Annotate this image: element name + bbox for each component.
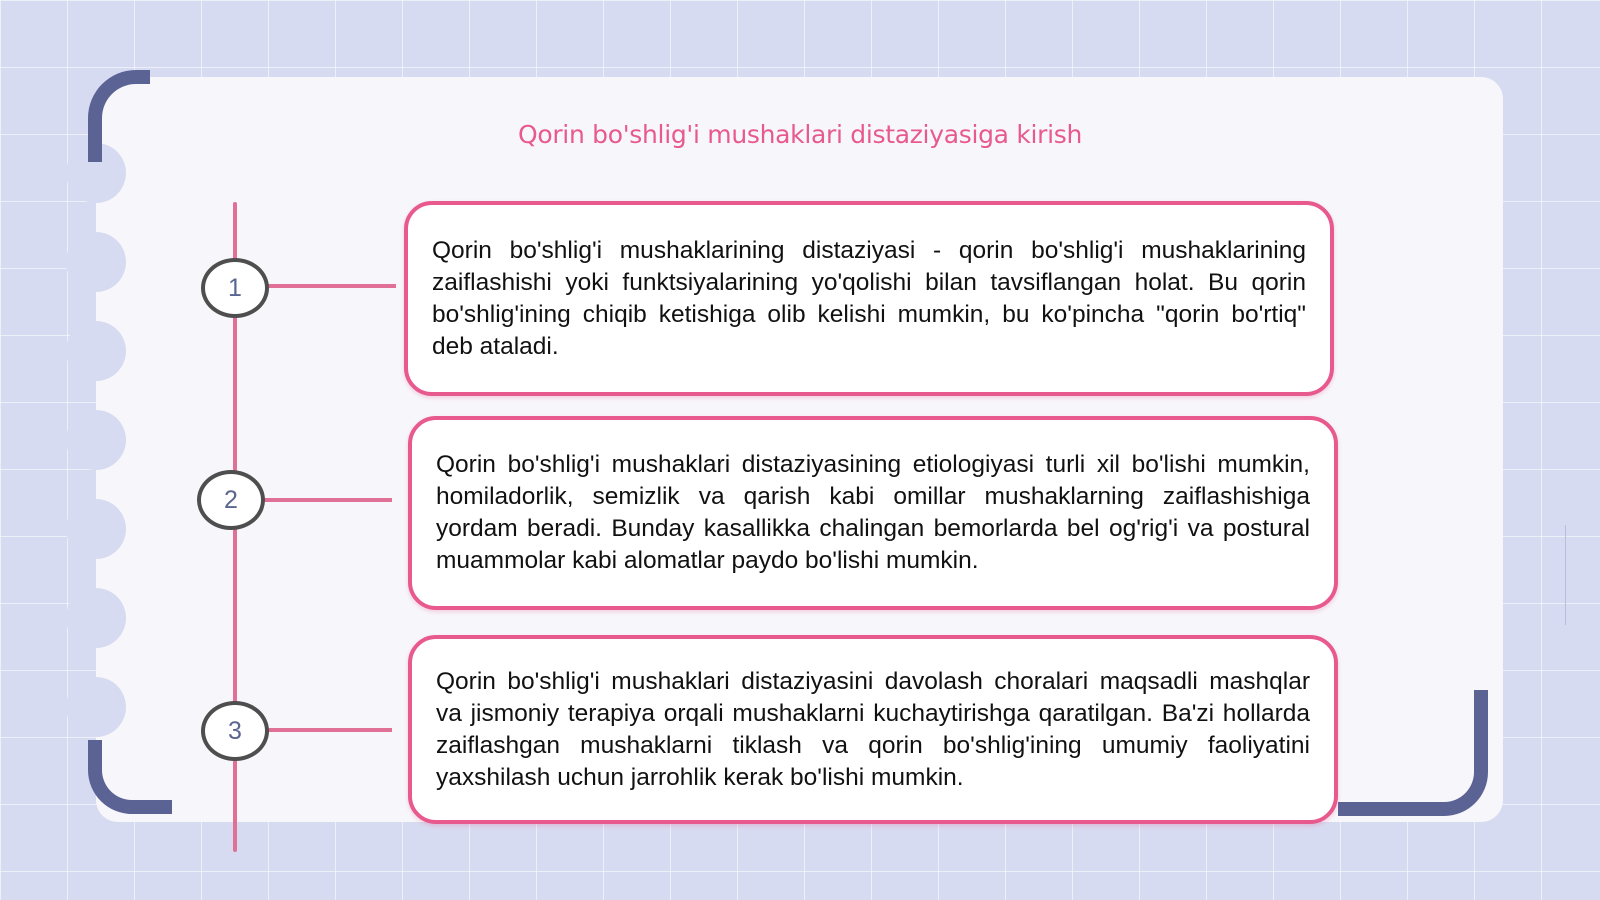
step-box-1: [404, 201, 1334, 396]
card-scallop: [66, 677, 126, 737]
step-marker-1: 1: [201, 258, 269, 318]
step-text-3: Qorin bo'shlig'i mushaklari distaziyasini davolash choralari maqsadli mashqlar va jismoniy terapiya orqali mushaklarni kuchaytirishga qaratilgan. Ba'zi hollarda zaiflashgan mushaklarni tiklash va qorin bo'shlig'ining umumiy faoliyatini yaxshilash uchun jarrohlik kerak bo'lishi mumkin.: [436, 667, 1310, 791]
card-scallop: [66, 499, 126, 559]
slide-title: Qorin bo'shlig'i mushaklari distaziyasiga kirish: [517, 120, 1083, 149]
corner-bracket-bottom-right: [1338, 690, 1488, 816]
card-scallop: [66, 232, 126, 292]
step-box-2: [408, 416, 1338, 610]
step-text-2: Qorin bo'shlig'i mushaklari distaziyasining etiologiyasi turli xil bo'lishi mumkin, homiladorlik, semizlik va qarish kabi omillar mushaklarning zaiflashishiga yordam beradi. Bunday kasallikka chalingan bemorlarda bel og'rig'i va postural muammolar kabi alomatlar paydo bo'lishi mumkin.: [436, 451, 1310, 574]
step-text-1: Qorin bo'shlig'i mushaklarining distaziyasi - qorin bo'shlig'i mushaklarining zaiflashishi yoki funktsiyalarining yo'qolishi bilan tavsiflangan holat. Bu qorin bo'shlig'ining chiqib ketishiga olib kelishi mumkin, bu ko'pincha "qorin bo'rtiq" deb ataladi.: [432, 236, 1306, 360]
timeline-connector: [268, 284, 396, 288]
card-scallop: [66, 321, 126, 381]
corner-bracket-top-left: [88, 70, 150, 162]
timeline-connector: [266, 728, 392, 732]
card-scallop: [66, 588, 126, 648]
card-scallop: [66, 410, 126, 470]
timeline-connector: [264, 498, 392, 502]
step-marker-3: 3: [201, 701, 269, 761]
step-marker-2: 2: [197, 470, 265, 530]
decorative-line: [1565, 525, 1566, 625]
step-box-3: [408, 635, 1338, 824]
